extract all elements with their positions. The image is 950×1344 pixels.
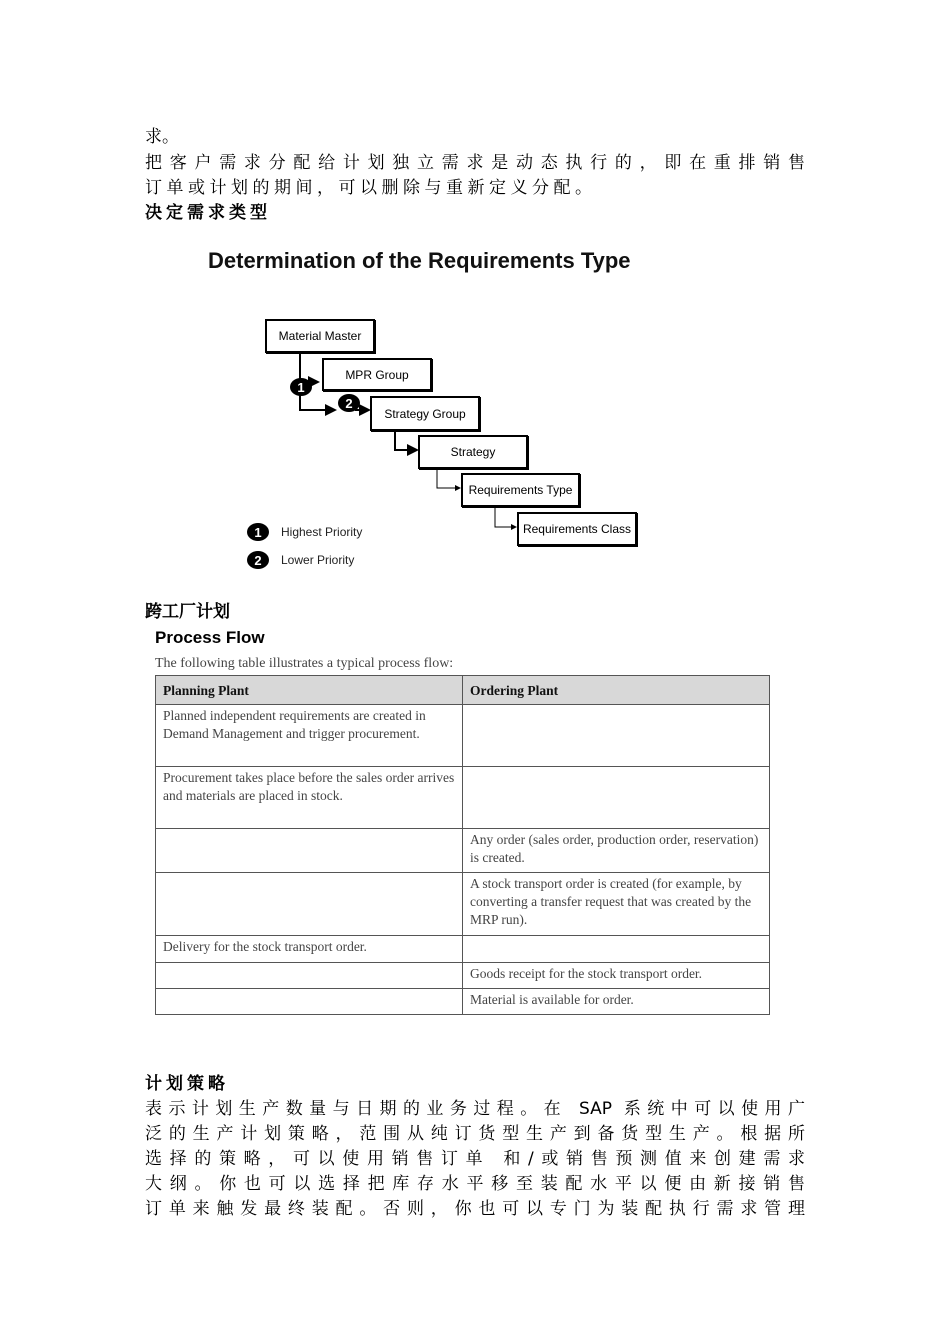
text-line: 订单或计划的期间，可以删除与重新定义分配。 (145, 178, 597, 198)
table-row (156, 829, 770, 873)
process-intro: The following table illustrates a typical process flow: (155, 656, 454, 671)
legend-badge-2: 2 (247, 551, 269, 569)
column-header: Planning Plant (156, 676, 463, 705)
process-flow-table (155, 675, 770, 1015)
table-cell (156, 873, 463, 936)
table-header-row (156, 676, 770, 705)
diagram-connectors (0, 0, 950, 600)
table-cell: Delivery for the stock transport order. (156, 936, 463, 963)
table-cell: Goods receipt for the stock transport order. (463, 963, 770, 989)
table-cell: A stock transport order is created (for example, by converting a transfer request that was created by the MRP run). (463, 873, 770, 936)
text-line: 泛的生产计划策略，范围从纯订货型生产到备货型生产。根据所 (145, 1124, 805, 1144)
box-strategy: Strategy (418, 435, 528, 469)
section-heading: 跨工厂计划 (145, 602, 230, 622)
text-line: 求。 (145, 127, 179, 147)
table-row (156, 936, 770, 963)
text-line: 把客户需求分配给计划独立需求是动态执行的，即在重排销售 (145, 153, 805, 173)
box-material-master: Material Master (265, 319, 375, 353)
legend-badge-1: 1 (247, 523, 269, 541)
box-strategy-group: Strategy Group (370, 396, 480, 431)
text-line: 选择的策略，可以使用销售订单 和/或销售预测值来创建需求 (145, 1149, 805, 1169)
table-cell: Procurement takes place before the sales order arrives and materials are placed in stock. (156, 767, 463, 829)
table-cell (156, 829, 463, 873)
process-flow-title: Process Flow (155, 628, 265, 647)
priority-badge-2: 2 (338, 394, 360, 412)
table-cell (463, 767, 770, 829)
box-mpr-group: MPR Group (322, 358, 432, 391)
section-heading: 计划策略 (145, 1074, 229, 1094)
text-line: 订单来触发最终装配。否则，你也可以专门为装配执行需求管理 (145, 1199, 805, 1219)
priority-badge-1: 1 (290, 378, 312, 396)
table-cell: Planned independent requirements are created in Demand Management and trigger procurement. (156, 705, 463, 767)
text-line: 大纲。你也可以选择把库存水平移至装配水平以便由新接销售 (145, 1174, 805, 1194)
table-row (156, 989, 770, 1015)
legend-label: Highest Priority (281, 525, 363, 539)
section-heading: 决定需求类型 (145, 203, 271, 223)
table-row (156, 705, 770, 767)
table-cell (463, 936, 770, 963)
diagram-title: Determination of the Requirements Type (208, 248, 631, 273)
table-row (156, 767, 770, 829)
box-requirements-class: Requirements Class (517, 512, 637, 546)
box-requirements-type: Requirements Type (461, 473, 580, 507)
column-header: Ordering Plant (463, 676, 770, 705)
table-cell (156, 989, 463, 1015)
legend-label: Lower Priority (281, 553, 355, 567)
table-cell (463, 705, 770, 767)
text-line: 表示计划生产数量与日期的业务过程。在 SAP 系统中可以使用广 (145, 1099, 805, 1119)
table-row (156, 873, 770, 936)
table-cell: Material is available for order. (463, 989, 770, 1015)
table-cell (156, 963, 463, 989)
table-cell: Any order (sales order, production order, reservation) is created. (463, 829, 770, 873)
table-row (156, 963, 770, 989)
